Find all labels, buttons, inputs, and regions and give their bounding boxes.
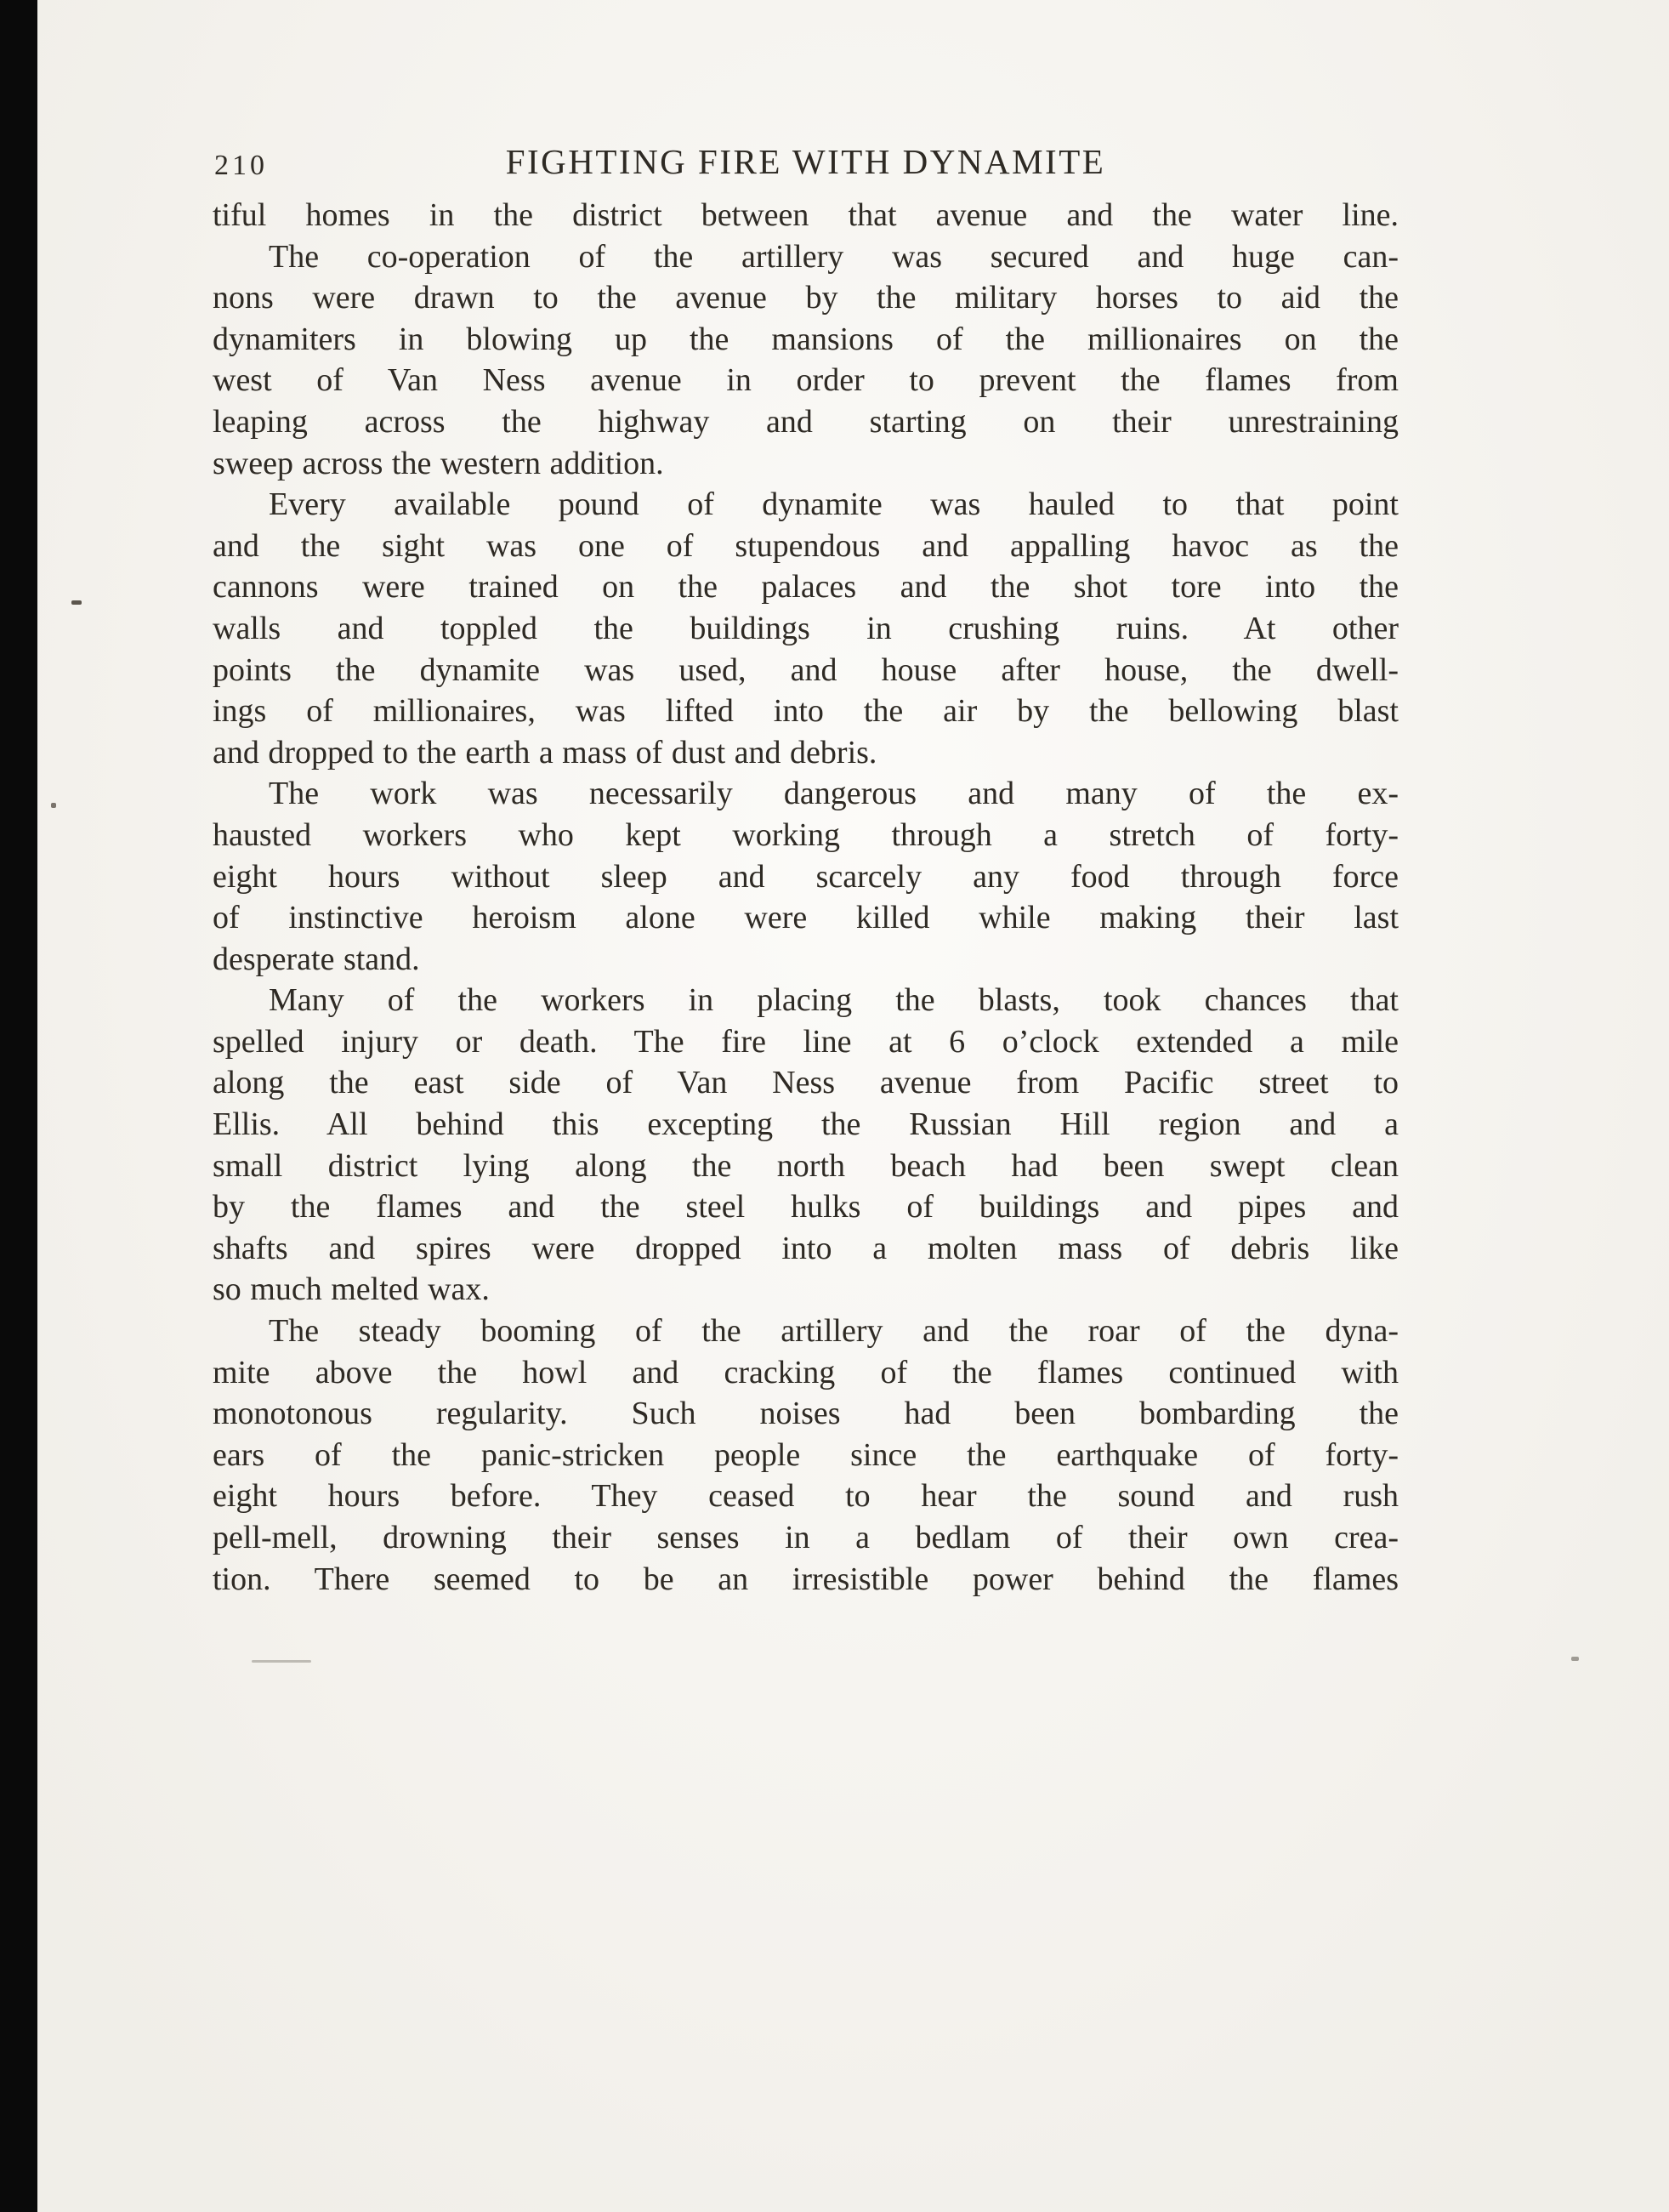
text-line: monotonous regularity. Such noises had been bombarding the xyxy=(213,1396,1399,1432)
paragraph xyxy=(213,773,1399,980)
text-line: of instinctive heroism alone were killed while making their last xyxy=(213,900,1399,936)
text-line: spelled injury or death. The fire line at 6 o’clock extended a mile xyxy=(213,1023,1399,1060)
text-line: The work was necessarily dangerous and many of the ex- xyxy=(269,776,1399,812)
scan-speck xyxy=(252,1660,311,1663)
page-number: 210 xyxy=(214,150,268,181)
paragraph xyxy=(213,1311,1399,1600)
text-line: Ellis. All behind this excepting the Russian Hill region and a xyxy=(213,1106,1399,1143)
text-line: tiful homes in the district between that avenue and the water line. xyxy=(213,197,1399,233)
text-line: sweep across the western addition. xyxy=(213,445,664,481)
text-line: shafts and spires were dropped into a molten mass of debris like xyxy=(213,1230,1399,1266)
text-line: tion. There seemed to be an irresistible power behind the flames xyxy=(213,1561,1399,1597)
text-line: eight hours without sleep and scarcely any food through force xyxy=(213,858,1399,895)
scan-edge-bar xyxy=(0,0,37,2212)
text-line: small district lying along the north beach had been swept clean xyxy=(213,1147,1399,1184)
text-line: Every available pound of dynamite was hauled to that point xyxy=(269,486,1399,523)
text-line: ings of millionaires, was lifted into the air by the bellowing blast xyxy=(213,693,1399,730)
text-line: hausted workers who kept working through a stretch of forty- xyxy=(213,816,1399,853)
text-line: The co-operation of the artillery was secured and huge can- xyxy=(269,238,1399,275)
text-line: west of Van Ness avenue in order to prevent the flames from xyxy=(213,362,1399,399)
text-line: walls and toppled the buildings in crushing ruins. At other xyxy=(213,610,1399,646)
text-line: dynamiters in blowing up the mansions of the millionaires on the xyxy=(213,321,1399,357)
text-line: pell-mell, drowning their senses in a bedlam of their own crea- xyxy=(213,1520,1399,1555)
text-line: cannons were trained on the palaces and the shot tore into the xyxy=(213,569,1399,606)
paragraph xyxy=(213,980,1399,1311)
text-line: desperate stand. xyxy=(213,941,420,977)
paragraph xyxy=(213,236,1399,485)
text-line: nons were drawn to the avenue by the military horses to aid the xyxy=(213,280,1399,316)
text-line: leaping across the highway and starting on their unrestraining xyxy=(213,403,1399,440)
text-line: and dropped to the earth a mass of dust and debris. xyxy=(213,734,877,771)
text-line: along the east side of Van Ness avenue from Pacific street to xyxy=(213,1065,1399,1101)
text-line: ears of the panic-stricken people since the earthquake of forty- xyxy=(213,1436,1399,1473)
text-line: so much melted wax. xyxy=(213,1271,490,1308)
text-line: Many of the workers in placing the blasts, took chances that xyxy=(269,982,1399,1019)
running-header xyxy=(213,141,1399,185)
page-title: FIGHTING FIRE WITH DYNAMITE xyxy=(505,142,1106,181)
text-line: eight hours before. They ceased to hear the sound and rush xyxy=(213,1478,1399,1515)
text-line: by the flames and the steel hulks of buildings and pipes and xyxy=(213,1189,1399,1225)
paragraph xyxy=(213,195,1399,236)
text-line: and the sight was one of stupendous and appalling havoc as the xyxy=(213,527,1399,564)
paragraph xyxy=(213,484,1399,773)
scan-speck xyxy=(51,803,56,808)
text-line: mite above the howl and cracking of the flames continued with xyxy=(213,1354,1399,1390)
text-line: points the dynamite was used, and house after house, the dwell- xyxy=(213,651,1399,688)
text-line: The steady booming of the artillery and the roar of the dyna- xyxy=(269,1313,1399,1350)
scan-speck xyxy=(1571,1657,1579,1661)
body-text xyxy=(213,195,1399,1600)
scan-speck xyxy=(71,600,82,605)
